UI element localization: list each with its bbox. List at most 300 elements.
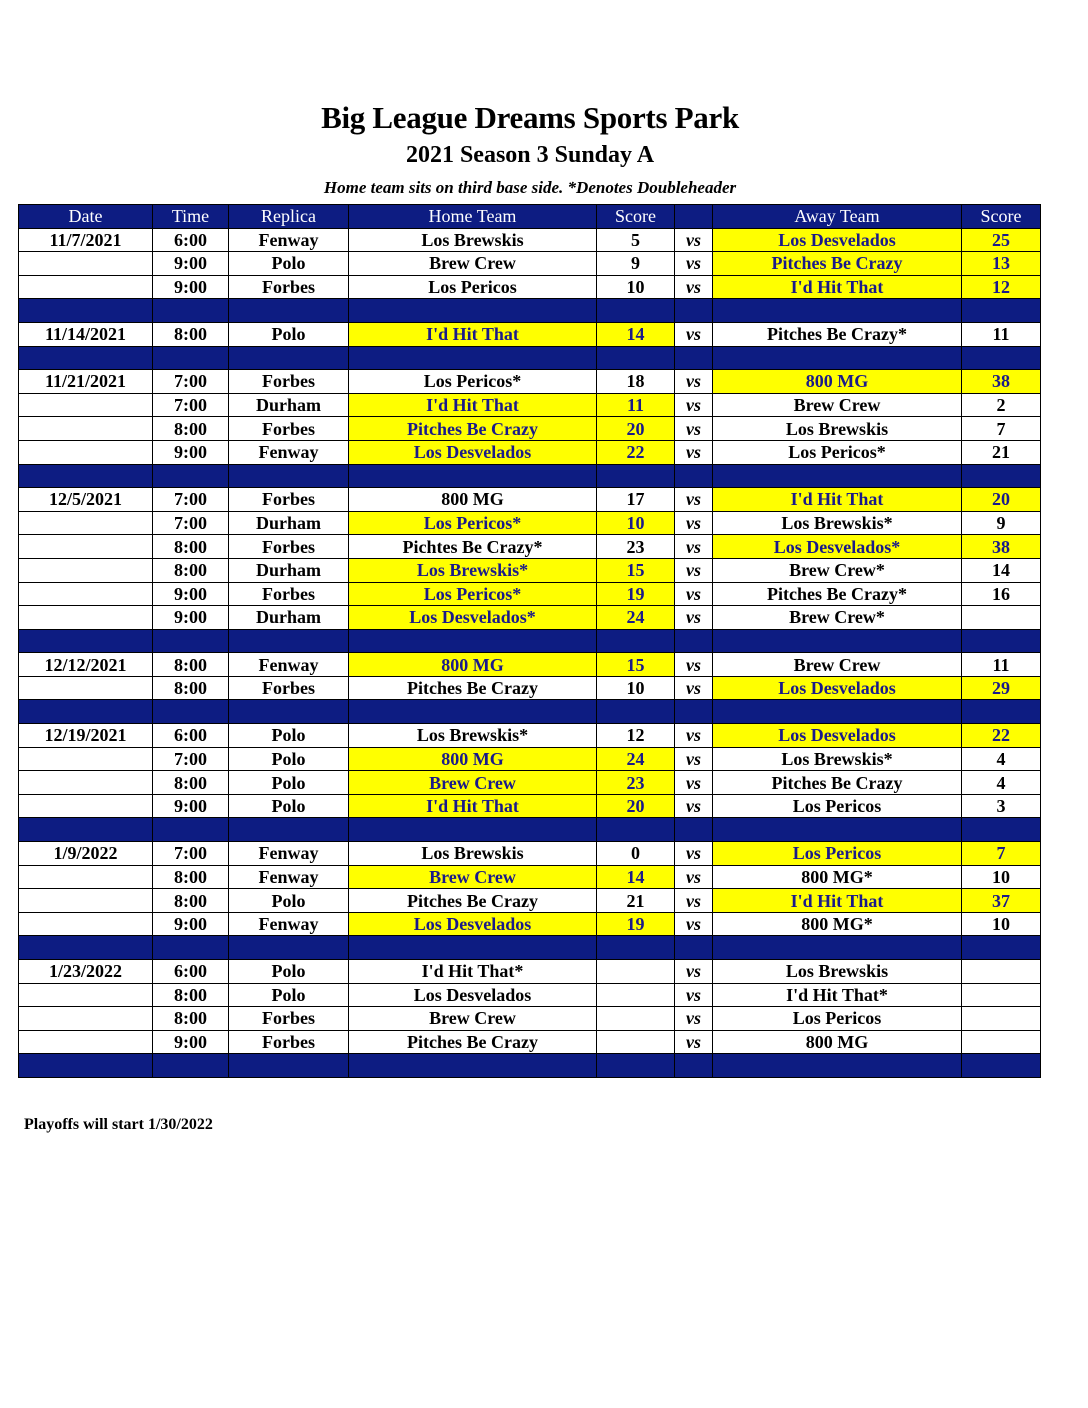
game-replica: Polo — [229, 960, 349, 984]
column-header-away-team: Away Team — [713, 205, 962, 229]
vs-label: vs — [675, 535, 713, 559]
column-header-time: Time — [153, 205, 229, 229]
separator-cell — [962, 818, 1041, 842]
separator-cell — [349, 629, 597, 653]
home-score: 10 — [597, 676, 675, 700]
game-time: 7:00 — [153, 488, 229, 512]
separator-cell — [675, 700, 713, 724]
game-row — [19, 771, 1041, 795]
game-date — [19, 535, 153, 559]
game-replica: Polo — [229, 747, 349, 771]
game-replica: Durham — [229, 511, 349, 535]
game-date — [19, 582, 153, 606]
game-row — [19, 393, 1041, 417]
game-date — [19, 1007, 153, 1031]
game-row — [19, 983, 1041, 1007]
game-row — [19, 865, 1041, 889]
game-time: 6:00 — [153, 228, 229, 252]
game-row — [19, 228, 1041, 252]
game-replica: Polo — [229, 794, 349, 818]
game-replica: Forbes — [229, 275, 349, 299]
away-score: 16 — [962, 582, 1041, 606]
vs-label: vs — [675, 228, 713, 252]
separator-cell — [349, 936, 597, 960]
separator-row — [19, 936, 1041, 960]
home-team: Los Desvelados — [349, 440, 597, 464]
away-team: Pitches Be Crazy — [713, 252, 962, 276]
game-row — [19, 842, 1041, 866]
away-team: Brew Crew — [713, 393, 962, 417]
game-row — [19, 370, 1041, 394]
away-score: 11 — [962, 322, 1041, 346]
home-team: I'd Hit That — [349, 393, 597, 417]
home-score: 18 — [597, 370, 675, 394]
away-score: 29 — [962, 676, 1041, 700]
game-time: 9:00 — [153, 252, 229, 276]
vs-label: vs — [675, 440, 713, 464]
away-team: Los Pericos — [713, 1007, 962, 1031]
away-score: 38 — [962, 370, 1041, 394]
home-team: Brew Crew — [349, 252, 597, 276]
vs-label: vs — [675, 983, 713, 1007]
vs-label: vs — [675, 676, 713, 700]
game-time: 8:00 — [153, 653, 229, 677]
game-time: 6:00 — [153, 724, 229, 748]
separator-row — [19, 700, 1041, 724]
game-time: 7:00 — [153, 370, 229, 394]
away-score: 11 — [962, 653, 1041, 677]
separator-cell — [229, 818, 349, 842]
page-subtitle: 2021 Season 3 Sunday A — [405, 142, 655, 168]
vs-label: vs — [675, 582, 713, 606]
game-time: 9:00 — [153, 794, 229, 818]
game-date — [19, 676, 153, 700]
column-header-vs — [675, 205, 713, 229]
game-replica: Forbes — [229, 535, 349, 559]
away-team: Brew Crew* — [713, 606, 962, 630]
separator-cell — [962, 1054, 1041, 1078]
separator-cell — [229, 700, 349, 724]
game-date: 12/12/2021 — [19, 653, 153, 677]
separator-row — [19, 818, 1041, 842]
separator-cell — [19, 346, 153, 370]
game-date — [19, 393, 153, 417]
schedule-note: Home team sits on third base side. *Denotes Doubleheader — [323, 178, 737, 197]
game-time: 9:00 — [153, 606, 229, 630]
game-row — [19, 747, 1041, 771]
game-replica: Fenway — [229, 865, 349, 889]
vs-label: vs — [675, 511, 713, 535]
away-score: 12 — [962, 275, 1041, 299]
vs-label: vs — [675, 747, 713, 771]
game-replica: Polo — [229, 983, 349, 1007]
separator-cell — [153, 818, 229, 842]
game-row — [19, 535, 1041, 559]
home-score: 24 — [597, 747, 675, 771]
away-score — [962, 606, 1041, 630]
home-team: Los Brewskis* — [349, 724, 597, 748]
game-date — [19, 912, 153, 936]
game-date: 1/9/2022 — [19, 842, 153, 866]
game-row — [19, 912, 1041, 936]
game-date: 11/21/2021 — [19, 370, 153, 394]
separator-cell — [713, 936, 962, 960]
home-score: 11 — [597, 393, 675, 417]
away-score: 4 — [962, 771, 1041, 795]
separator-cell — [349, 700, 597, 724]
home-team: Los Pericos* — [349, 511, 597, 535]
game-time: 7:00 — [153, 842, 229, 866]
game-time: 6:00 — [153, 960, 229, 984]
separator-cell — [713, 464, 962, 488]
game-date — [19, 252, 153, 276]
vs-label: vs — [675, 771, 713, 795]
vs-label: vs — [675, 488, 713, 512]
away-team: I'd Hit That — [713, 275, 962, 299]
column-header-date: Date — [19, 205, 153, 229]
home-score — [597, 960, 675, 984]
game-row — [19, 653, 1041, 677]
separator-row — [19, 464, 1041, 488]
game-row — [19, 1030, 1041, 1054]
game-date — [19, 440, 153, 464]
home-score: 15 — [597, 653, 675, 677]
away-score: 10 — [962, 865, 1041, 889]
game-time: 7:00 — [153, 393, 229, 417]
away-score — [962, 1030, 1041, 1054]
vs-label: vs — [675, 1030, 713, 1054]
separator-cell — [19, 464, 153, 488]
game-replica: Durham — [229, 606, 349, 630]
column-header-home-team: Home Team — [349, 205, 597, 229]
home-score: 23 — [597, 771, 675, 795]
game-date — [19, 417, 153, 441]
away-team: 800 MG* — [713, 912, 962, 936]
separator-cell — [153, 1054, 229, 1078]
separator-cell — [349, 1054, 597, 1078]
game-row — [19, 558, 1041, 582]
game-row — [19, 1007, 1041, 1031]
home-score: 0 — [597, 842, 675, 866]
separator-cell — [19, 936, 153, 960]
home-team: Los Pericos* — [349, 370, 597, 394]
game-time: 8:00 — [153, 558, 229, 582]
home-score: 20 — [597, 794, 675, 818]
separator-cell — [153, 629, 229, 653]
home-team: Los Desvelados* — [349, 606, 597, 630]
separator-cell — [597, 464, 675, 488]
game-date: 1/23/2022 — [19, 960, 153, 984]
game-date — [19, 889, 153, 913]
separator-cell — [229, 299, 349, 323]
away-team: Pitches Be Crazy* — [713, 582, 962, 606]
home-team: Pitches Be Crazy — [349, 1030, 597, 1054]
game-time: 7:00 — [153, 747, 229, 771]
vs-label: vs — [675, 912, 713, 936]
game-replica: Fenway — [229, 228, 349, 252]
game-replica: Fenway — [229, 653, 349, 677]
separator-cell — [713, 346, 962, 370]
separator-cell — [229, 629, 349, 653]
separator-cell — [597, 700, 675, 724]
game-time: 8:00 — [153, 865, 229, 889]
away-team: Los Pericos — [713, 794, 962, 818]
separator-cell — [153, 464, 229, 488]
home-score — [597, 1030, 675, 1054]
vs-label: vs — [675, 960, 713, 984]
separator-cell — [675, 299, 713, 323]
game-row — [19, 252, 1041, 276]
game-time: 8:00 — [153, 983, 229, 1007]
home-team: I'd Hit That* — [349, 960, 597, 984]
game-time: 8:00 — [153, 676, 229, 700]
game-date — [19, 606, 153, 630]
away-team: 800 MG* — [713, 865, 962, 889]
game-time: 8:00 — [153, 417, 229, 441]
home-team: Los Brewskis — [349, 842, 597, 866]
game-row — [19, 676, 1041, 700]
vs-label: vs — [675, 724, 713, 748]
game-row — [19, 960, 1041, 984]
home-score — [597, 1007, 675, 1031]
away-score: 38 — [962, 535, 1041, 559]
home-score: 17 — [597, 488, 675, 512]
table-header-row — [19, 205, 1041, 229]
game-replica: Fenway — [229, 842, 349, 866]
game-row — [19, 440, 1041, 464]
separator-cell — [597, 818, 675, 842]
game-replica: Fenway — [229, 440, 349, 464]
game-time: 8:00 — [153, 1007, 229, 1031]
game-time: 9:00 — [153, 1030, 229, 1054]
game-row — [19, 322, 1041, 346]
home-team: Pitches Be Crazy — [349, 417, 597, 441]
vs-label: vs — [675, 794, 713, 818]
home-team: Los Pericos — [349, 275, 597, 299]
away-team: Brew Crew — [713, 653, 962, 677]
game-date: 12/19/2021 — [19, 724, 153, 748]
separator-cell — [153, 299, 229, 323]
game-time: 8:00 — [153, 889, 229, 913]
schedule-body — [19, 228, 1041, 1077]
column-header-replica: Replica — [229, 205, 349, 229]
game-date — [19, 747, 153, 771]
vs-label: vs — [675, 865, 713, 889]
separator-cell — [153, 346, 229, 370]
separator-cell — [675, 818, 713, 842]
away-team: Pitches Be Crazy* — [713, 322, 962, 346]
game-row — [19, 417, 1041, 441]
home-team: Pitches Be Crazy — [349, 889, 597, 913]
separator-cell — [962, 464, 1041, 488]
away-score: 4 — [962, 747, 1041, 771]
home-score: 15 — [597, 558, 675, 582]
game-replica: Durham — [229, 393, 349, 417]
game-date — [19, 865, 153, 889]
away-team: Los Brewskis* — [713, 747, 962, 771]
game-row — [19, 275, 1041, 299]
separator-cell — [229, 1054, 349, 1078]
away-score: 3 — [962, 794, 1041, 818]
separator-cell — [713, 299, 962, 323]
separator-cell — [675, 1054, 713, 1078]
game-time: 8:00 — [153, 771, 229, 795]
home-team: 800 MG — [349, 747, 597, 771]
game-date: 12/5/2021 — [19, 488, 153, 512]
game-row — [19, 889, 1041, 913]
schedule-table — [18, 204, 1041, 1078]
away-score: 7 — [962, 842, 1041, 866]
vs-label: vs — [675, 275, 713, 299]
separator-row — [19, 346, 1041, 370]
separator-row — [19, 299, 1041, 323]
home-score: 10 — [597, 511, 675, 535]
separator-cell — [713, 629, 962, 653]
game-date — [19, 558, 153, 582]
playoffs-note: Playoffs will start 1/30/2022 — [24, 1116, 213, 1133]
separator-cell — [349, 346, 597, 370]
separator-cell — [229, 464, 349, 488]
home-team: Los Pericos* — [349, 582, 597, 606]
home-team: Pitches Be Crazy — [349, 676, 597, 700]
home-team: Brew Crew — [349, 771, 597, 795]
separator-cell — [19, 1054, 153, 1078]
home-team: Brew Crew — [349, 1007, 597, 1031]
game-row — [19, 606, 1041, 630]
away-team: Los Desvelados — [713, 228, 962, 252]
away-score: 20 — [962, 488, 1041, 512]
home-score: 20 — [597, 417, 675, 441]
separator-cell — [675, 936, 713, 960]
separator-cell — [597, 1054, 675, 1078]
column-header-home-score: Score — [597, 205, 675, 229]
column-header-away-score: Score — [962, 205, 1041, 229]
game-replica: Forbes — [229, 417, 349, 441]
home-team: Brew Crew — [349, 865, 597, 889]
away-team: I'd Hit That — [713, 488, 962, 512]
away-score: 37 — [962, 889, 1041, 913]
separator-cell — [675, 464, 713, 488]
game-row — [19, 582, 1041, 606]
away-team: I'd Hit That — [713, 889, 962, 913]
vs-label: vs — [675, 393, 713, 417]
home-team: 800 MG — [349, 653, 597, 677]
away-score: 14 — [962, 558, 1041, 582]
home-team: I'd Hit That — [349, 794, 597, 818]
game-date — [19, 511, 153, 535]
away-score: 25 — [962, 228, 1041, 252]
vs-label: vs — [675, 653, 713, 677]
home-score: 10 — [597, 275, 675, 299]
away-score — [962, 983, 1041, 1007]
separator-cell — [229, 346, 349, 370]
separator-cell — [597, 936, 675, 960]
vs-label: vs — [675, 889, 713, 913]
home-team: 800 MG — [349, 488, 597, 512]
separator-cell — [229, 936, 349, 960]
game-replica: Fenway — [229, 912, 349, 936]
game-row — [19, 511, 1041, 535]
home-team: I'd Hit That — [349, 322, 597, 346]
home-score: 19 — [597, 912, 675, 936]
home-score: 14 — [597, 865, 675, 889]
home-team: Pichtes Be Crazy* — [349, 535, 597, 559]
game-date — [19, 771, 153, 795]
home-score: 22 — [597, 440, 675, 464]
game-replica: Forbes — [229, 676, 349, 700]
home-score: 9 — [597, 252, 675, 276]
separator-cell — [713, 700, 962, 724]
away-score: 2 — [962, 393, 1041, 417]
separator-cell — [962, 700, 1041, 724]
vs-label: vs — [675, 370, 713, 394]
away-team: Brew Crew* — [713, 558, 962, 582]
home-score: 19 — [597, 582, 675, 606]
home-score: 23 — [597, 535, 675, 559]
game-row — [19, 488, 1041, 512]
separator-cell — [962, 346, 1041, 370]
separator-row — [19, 629, 1041, 653]
game-replica: Polo — [229, 889, 349, 913]
separator-cell — [962, 299, 1041, 323]
game-date — [19, 983, 153, 1007]
game-time: 9:00 — [153, 582, 229, 606]
away-team: Los Desvelados* — [713, 535, 962, 559]
separator-cell — [153, 936, 229, 960]
away-team: 800 MG — [713, 370, 962, 394]
game-replica: Polo — [229, 322, 349, 346]
separator-cell — [19, 700, 153, 724]
separator-cell — [19, 818, 153, 842]
page-title: Big League Dreams Sports Park — [321, 100, 739, 135]
game-time: 7:00 — [153, 511, 229, 535]
game-time: 8:00 — [153, 322, 229, 346]
away-team: Los Desvelados — [713, 724, 962, 748]
separator-cell — [962, 936, 1041, 960]
home-team: Los Brewskis — [349, 228, 597, 252]
game-date: 11/7/2021 — [19, 228, 153, 252]
home-team: Los Desvelados — [349, 912, 597, 936]
away-score — [962, 960, 1041, 984]
separator-cell — [597, 346, 675, 370]
game-time: 9:00 — [153, 912, 229, 936]
home-score: 5 — [597, 228, 675, 252]
game-time: 9:00 — [153, 440, 229, 464]
game-replica: Polo — [229, 724, 349, 748]
vs-label: vs — [675, 606, 713, 630]
game-replica: Forbes — [229, 1007, 349, 1031]
separator-cell — [597, 299, 675, 323]
separator-cell — [713, 1054, 962, 1078]
game-replica: Durham — [229, 558, 349, 582]
home-score: 21 — [597, 889, 675, 913]
separator-cell — [19, 299, 153, 323]
separator-cell — [349, 299, 597, 323]
game-date — [19, 275, 153, 299]
home-score: 14 — [597, 322, 675, 346]
away-score: 13 — [962, 252, 1041, 276]
separator-cell — [153, 700, 229, 724]
game-replica: Forbes — [229, 370, 349, 394]
separator-cell — [597, 629, 675, 653]
separator-cell — [713, 818, 962, 842]
away-team: Los Brewskis — [713, 960, 962, 984]
away-score: 7 — [962, 417, 1041, 441]
game-date: 11/14/2021 — [19, 322, 153, 346]
vs-label: vs — [675, 417, 713, 441]
separator-cell — [675, 629, 713, 653]
vs-label: vs — [675, 252, 713, 276]
